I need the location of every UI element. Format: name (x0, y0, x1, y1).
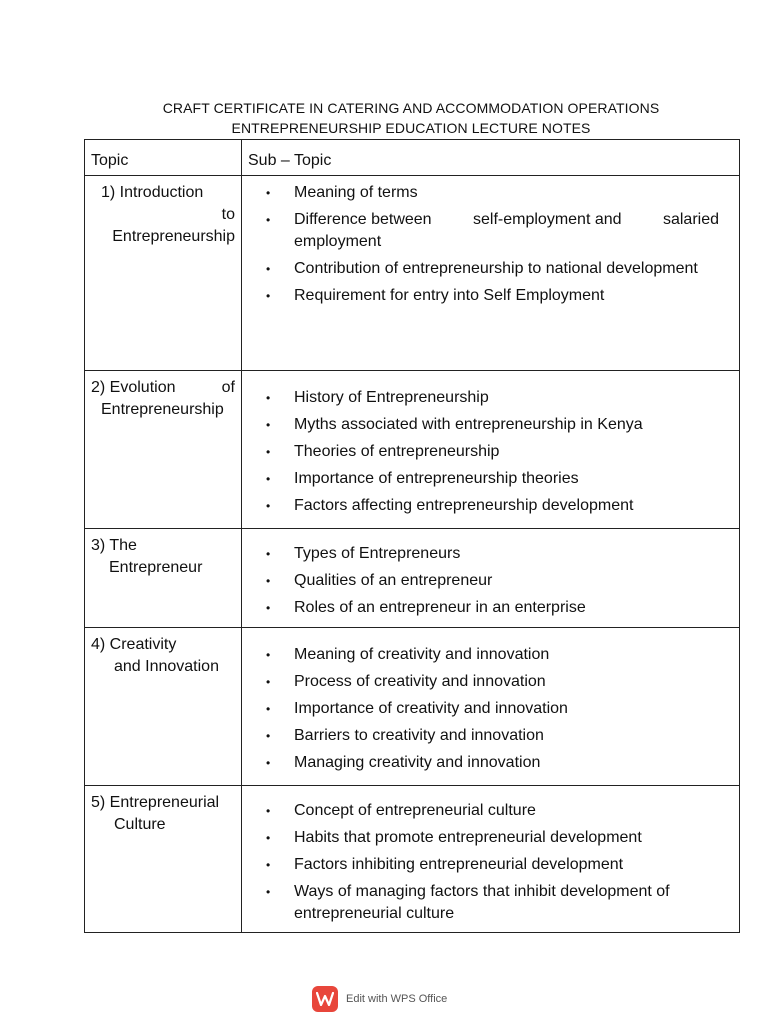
subtopic-cell (242, 628, 740, 786)
list-item: • Meaning of creativity and innovation (266, 644, 719, 666)
list-item: • Managing creativity and innovation (266, 752, 719, 774)
topic-creativity: 4) Creativity and Innovation (91, 636, 219, 675)
list-item: • Theories of entrepreneurship (266, 441, 719, 463)
list-item: • Roles of an entrepreneur in an enterprise (266, 597, 719, 619)
heading-line-1: CRAFT CERTIFICATE IN CATERING AND ACCOMMODATION OPERATIONS (162, 100, 660, 116)
subtopic-cell (242, 371, 740, 529)
topic-cell (85, 786, 242, 933)
topic-introduction: 1) Introduction to Entrepreneurship (101, 184, 235, 245)
subtopic-list (242, 529, 739, 619)
list-item: • Requirement for entry into Self Employment (266, 285, 719, 307)
topic-evolution: 2) Evolution of Entrepreneurship (91, 379, 235, 418)
table-row (85, 371, 740, 529)
topic-entrepreneur: 3) The Entrepreneur (91, 537, 203, 576)
table-row (85, 628, 740, 786)
list-item: • Importance of creativity and innovation (266, 698, 719, 720)
list-item: • Factors inhibiting entrepreneurial development (266, 854, 719, 876)
list-item: • Meaning of terms (266, 182, 719, 204)
topic-culture: 5) Entrepreneurial Culture (91, 794, 220, 833)
wps-logo-icon (312, 986, 338, 1012)
list-item: • Difference between self-employment and salaried employment (266, 209, 719, 253)
subtopic-cell (242, 529, 740, 628)
subtopic-list (242, 371, 739, 517)
list-item: • Qualities of an entrepreneur (266, 570, 719, 592)
header-subtopic: Sub – Topic (248, 152, 332, 169)
list-item: • Contribution of entrepreneurship to national development (266, 258, 719, 280)
list-item: • Ways of managing factors that inhibit development of entrepreneurial culture (266, 881, 719, 925)
subtopic-list (242, 786, 739, 925)
table-header-row (85, 140, 740, 176)
wps-watermark[interactable] (312, 986, 447, 1012)
list-item: • Importance of entrepreneurship theories (266, 468, 719, 490)
subtopic-cell (242, 176, 740, 371)
heading-line-2: ENTREPRENEURSHIP EDUCATION LECTURE NOTES (231, 120, 591, 136)
subtopic-list (242, 628, 739, 774)
table-row (85, 786, 740, 933)
wps-label: Edit with WPS Office (346, 993, 448, 1005)
subtopic-cell (242, 786, 740, 933)
list-item: • Factors affecting entrepreneurship development (266, 495, 719, 517)
list-item: • Myths associated with entrepreneurship in Kenya (266, 414, 719, 436)
list-item: • History of Entrepreneurship (266, 387, 719, 409)
list-item: • Habits that promote entrepreneurial development (266, 827, 719, 849)
topic-cell (85, 176, 242, 371)
list-item: • Process of creativity and innovation (266, 671, 719, 693)
topic-cell (85, 628, 242, 786)
topic-cell (85, 371, 242, 529)
header-topic: Topic (91, 152, 129, 169)
document-heading (84, 98, 738, 138)
subtopic-list (242, 176, 739, 307)
topic-cell (85, 529, 242, 628)
header-subtopic-cell (242, 140, 740, 176)
list-item: • Concept of entrepreneurial culture (266, 800, 719, 822)
table-row (85, 176, 740, 371)
topics-table (84, 139, 740, 933)
list-item: • Barriers to creativity and innovation (266, 725, 719, 747)
table-row (85, 529, 740, 628)
header-topic-cell (85, 140, 242, 176)
list-item: • Types of Entrepreneurs (266, 543, 719, 565)
